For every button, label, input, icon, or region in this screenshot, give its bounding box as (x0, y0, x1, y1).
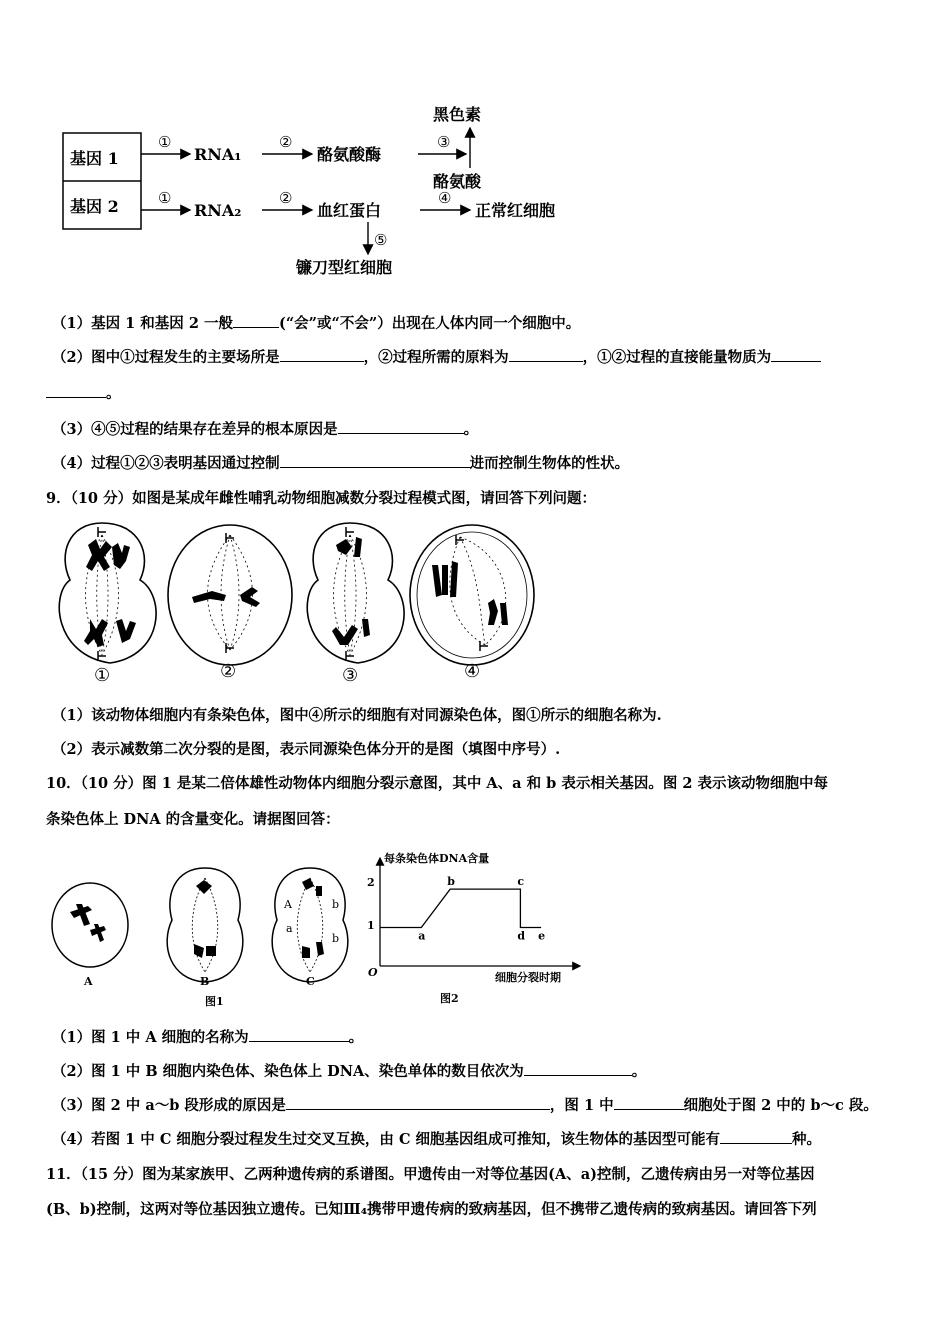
meiosis-cells-figure (40, 515, 540, 685)
answer-blank[interactable] (286, 1095, 550, 1110)
answer-blank[interactable] (771, 347, 821, 362)
fig2-caption: 图2 (440, 992, 459, 1005)
gene1-label: 基因 1 (70, 149, 119, 168)
q11-heading-2: (B、b)控制，这两对等位基因独立遗传。已知Ⅲ₄携带甲遗传病的致病基因，但不携带乙遗传病的致病基因。请回答下列 (46, 1201, 817, 1218)
q10-heading-1: 10．（10 分）图 1 是某二倍体雄性动物体内细胞分裂示意图，其中 A、a 和 b 表示相关基因。图 2 表示该动物细胞中每 (46, 775, 828, 792)
cell-label-4: ④ (464, 661, 481, 682)
q8-part2-cont: 。 (46, 382, 121, 403)
answer-blank[interactable] (46, 383, 106, 398)
q8-part3: （3）④⑤过程的结果存在差异的根本原因是 。 (52, 421, 479, 438)
cell-2-membrane (168, 525, 292, 665)
point-label-b: b (447, 875, 455, 889)
hemoglobin-label: 血红蛋白 (317, 201, 382, 220)
cell-label-3: ③ (342, 665, 359, 685)
q11-heading-1: 11．（15 分）图为某家族甲、乙两种遗传病的系谱图。甲遗传由一对等位基因(A、a)控制，乙遗传病由另一对等位基因 (46, 1166, 815, 1183)
fig1-label-A: A (84, 975, 93, 988)
point-label-d: d (517, 929, 526, 943)
q8-part4: （4）过程①②③表明基因通过控制 进而控制生物体的性状。 (52, 455, 630, 472)
figure1-cells (40, 850, 360, 1015)
gene-expression-diagram (0, 0, 950, 285)
answer-blank[interactable] (338, 419, 464, 434)
fig1-caption: 图1 (205, 995, 224, 1008)
step1-label-top: ① (158, 133, 172, 151)
y-tick-1: 1 (367, 919, 375, 932)
answer-blank[interactable] (524, 1061, 632, 1076)
q8-part2: （2）图中①过程发生的主要场所是 ，②过程所需的原料为 ，①②过程的直接能量物质为 (52, 346, 821, 367)
dna-content-line (380, 889, 541, 927)
sickle-rbc-label: 镰刀型红细胞 (296, 258, 393, 277)
q8-part1: （1）基因 1 和基因 2 一般 (“会”或“不会”）出现在人体内同一个细胞中。 (52, 315, 581, 332)
q9-heading: 9．（10 分）如图是某成年雌性哺乳动物细胞减数分裂过程模式图，请回答下列问题： (46, 490, 597, 507)
step3-label: ③ (437, 133, 451, 151)
rna1-label: RNA₁ (194, 145, 242, 164)
q9-part2: （2）表示减数第二次分裂的是图，表示同源染色体分开的是图（填图中序号）. (52, 741, 561, 758)
answer-blank[interactable] (280, 347, 364, 362)
q10-part1: （1）图 1 中 A 细胞的名称为 。 (52, 1029, 364, 1046)
answer-blank[interactable] (509, 347, 583, 362)
cell-4-membrane (410, 525, 534, 665)
point-label-a: a (418, 929, 426, 943)
gene-label-A: A (284, 898, 292, 911)
step5-label: ⑤ (374, 231, 388, 249)
gene-label-a: a (286, 922, 293, 935)
cell-label-1: ① (94, 665, 111, 685)
point-label-c: c (517, 875, 525, 889)
y-axis-label: 每条染色体DNA含量 (384, 852, 490, 865)
q10-heading-2: 条染色体上 DNA 的含量变化。请据图回答： (46, 811, 340, 828)
answer-blank[interactable] (614, 1095, 684, 1110)
figure2-dna-chart (360, 848, 600, 1013)
q10-part2: （2）图 1 中 B 细胞内染色体、染色体上 DNA、染色单体的数目依次为 。 (52, 1063, 647, 1080)
fig1-label-C: C (306, 975, 315, 988)
answer-blank[interactable] (233, 313, 279, 328)
q9-part1: （1）该动物体细胞内有条染色体，图中④所示的细胞有对同源染色体，图①所示的细胞名称为. (52, 707, 662, 724)
answer-blank[interactable] (280, 453, 470, 468)
rna2-label: RNA₂ (194, 201, 242, 220)
cell-label-2: ② (220, 661, 237, 682)
step2-label-top: ② (279, 133, 293, 151)
origin-label: O (368, 966, 378, 979)
answer-blank[interactable] (720, 1129, 792, 1144)
gene2-label: 基因 2 (70, 197, 119, 216)
step4-label: ④ (438, 189, 452, 207)
tyrosine-label: 酪氨酸 (433, 172, 482, 191)
tyrosinase-label: 酪氨酸酶 (317, 145, 382, 164)
step1-label-bottom: ① (158, 189, 172, 207)
answer-blank[interactable] (249, 1027, 349, 1042)
x-axis-label: 细胞分裂时期 (495, 971, 561, 984)
fig1-label-B: B (200, 975, 210, 988)
point-label-e: e (538, 929, 546, 943)
step2-label-bottom: ② (279, 189, 293, 207)
cell-A (52, 883, 128, 967)
y-tick-2: 2 (367, 876, 375, 889)
gene-label-b-bottom: b (332, 932, 340, 945)
q10-part4: （4）若图 1 中 C 细胞分裂过程发生过交叉互换，由 C 细胞基因组成可推知，该生物体的基因型可能有 种。 (52, 1131, 822, 1148)
q10-part3: （3）图 2 中 a～b 段形成的原因是 ，图 1 中 细胞处于图 2 中的 b～c 段。 (52, 1097, 878, 1114)
gene-label-b-top: b (332, 898, 340, 911)
melanin-label: 黑色素 (433, 105, 482, 124)
normal-rbc-label: 正常红细胞 (475, 201, 556, 220)
